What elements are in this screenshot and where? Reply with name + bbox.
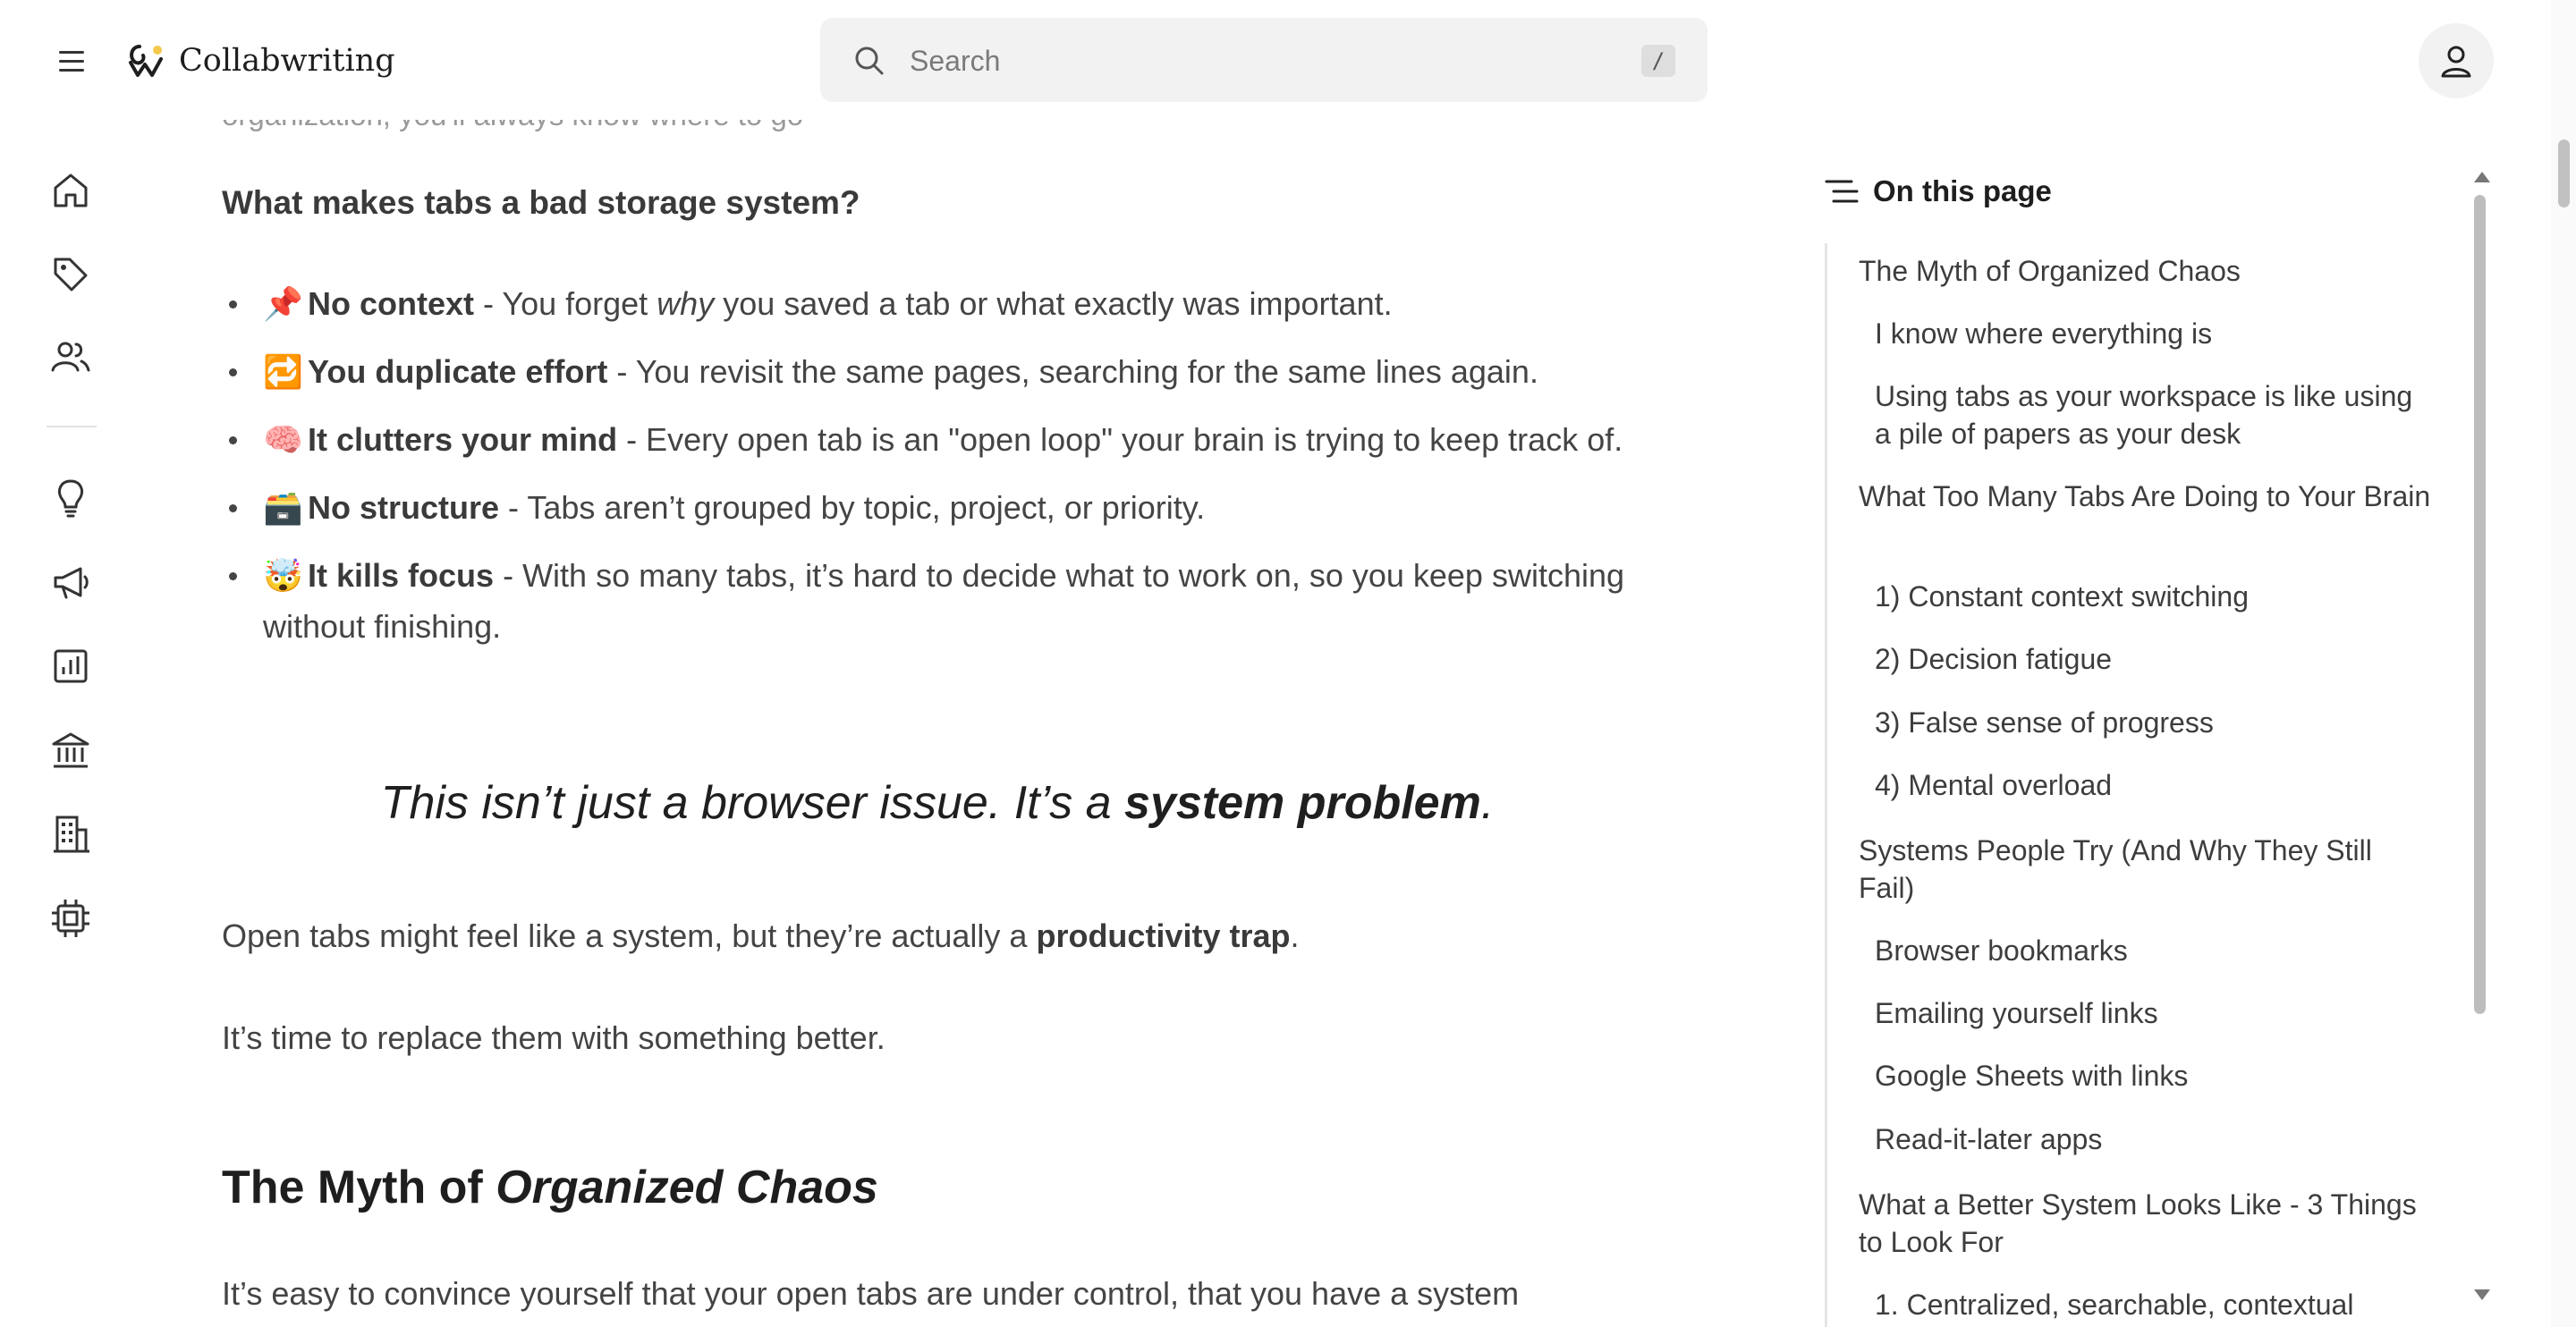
- toc-item[interactable]: I know where everything is: [1875, 317, 2213, 350]
- top-bar: [0, 0, 2549, 120]
- section-subheading: What makes tabs a bad storage system?: [222, 184, 860, 221]
- toc-item[interactable]: 2) Decision fatigue: [1875, 643, 2113, 675]
- toc-scroll-down-arrow-icon[interactable]: [2474, 1289, 2490, 1300]
- toc-item[interactable]: 4) Mental overload: [1875, 769, 2113, 801]
- heading-text: The Myth of: [222, 1162, 496, 1213]
- toc-scrollbar-thumb[interactable]: [2474, 195, 2486, 1014]
- search-shortcut-badge: /: [1641, 45, 1675, 77]
- search-icon: [852, 44, 886, 78]
- bullet-title: It kills focus: [308, 557, 495, 594]
- list-item: [222, 551, 1689, 652]
- paragraph-emphasis: productivity trap: [1036, 917, 1291, 954]
- rail-divider: [47, 426, 97, 427]
- toc-item[interactable]: 1. Centralized, searchable, contextual: [1875, 1289, 2354, 1321]
- bullet-title: You duplicate effort: [308, 353, 608, 390]
- search-bar[interactable]: [820, 18, 1707, 102]
- bullet-title: No context: [308, 285, 475, 322]
- paragraph: It’s time to replace them with something better.: [222, 1019, 886, 1056]
- users-icon[interactable]: [50, 336, 91, 377]
- bullet-title: It clutters your mind: [308, 421, 618, 458]
- bullet-text: - With so many tabs, it’s hard to decide what to work on, so you keep switching without finishing.: [263, 557, 1625, 645]
- home-icon[interactable]: [50, 170, 91, 211]
- bullet-list: [222, 279, 1689, 669]
- bullet-text: - Tabs aren’t grouped by topic, project, or priority.: [499, 489, 1206, 526]
- card-box-icon: 🗃️: [263, 490, 303, 527]
- paragraph-end: .: [1290, 917, 1300, 954]
- left-rail: [0, 120, 143, 1327]
- toc-item[interactable]: Using tabs as your workspace is like using a pile of papers as your desk: [1875, 380, 2413, 450]
- heading-emphasis: Organized Chaos: [496, 1162, 878, 1213]
- logo[interactable]: [125, 39, 395, 82]
- collabwriting-logo-icon: [125, 39, 168, 82]
- toc-item[interactable]: 1) Constant context switching: [1875, 580, 2249, 613]
- megaphone-icon[interactable]: [50, 562, 91, 603]
- paragraph: It’s easy to convince yourself that your open tabs are under control, that you have a system: [222, 1275, 1520, 1312]
- tag-icon[interactable]: [50, 254, 91, 295]
- bullet-text: - Every open tab is an "open loop" your brain is trying to keep track of.: [617, 421, 1623, 458]
- paragraph: [222, 917, 1300, 955]
- brain-icon: 🧠: [263, 422, 303, 459]
- list-icon: [1825, 177, 1859, 206]
- app-name: Collabwriting: [179, 43, 395, 79]
- bullet-text: - You forget: [474, 285, 657, 322]
- list-item: [222, 483, 1689, 534]
- list-item: [222, 279, 1689, 330]
- toc-rail: [1825, 243, 1827, 1327]
- page-scrollbar-thumb[interactable]: [2558, 139, 2570, 207]
- pushpin-icon: 📌: [263, 286, 303, 323]
- toc-item[interactable]: 3) False sense of progress: [1875, 706, 2214, 739]
- list-item: [222, 347, 1689, 398]
- user-icon: [2437, 42, 2475, 80]
- pull-quote: [222, 776, 1653, 830]
- bullet-emphasis: why: [657, 285, 715, 322]
- bank-icon[interactable]: [50, 730, 91, 771]
- bullet-text: - You revisit the same pages, searching for the same lines again.: [607, 353, 1538, 390]
- toc-title: On this page: [1873, 174, 2052, 207]
- quote-text: This isn’t just a browser issue. It’s a: [380, 777, 1125, 829]
- bullet-title: No structure: [308, 489, 500, 526]
- bar-chart-icon[interactable]: [50, 646, 91, 687]
- exploding-head-icon: 🤯: [263, 558, 303, 595]
- table-of-contents: [1825, 161, 2451, 1327]
- building-icon[interactable]: [50, 814, 91, 855]
- lightbulb-icon[interactable]: [50, 478, 91, 519]
- toc-scroll-up-arrow-icon[interactable]: [2474, 172, 2490, 182]
- list-item: [222, 415, 1689, 466]
- section-heading: [222, 1161, 878, 1214]
- toc-header: [1825, 172, 2052, 211]
- toc-item[interactable]: The Myth of Organized Chaos: [1859, 255, 2241, 287]
- user-avatar-button[interactable]: [2419, 23, 2494, 98]
- toc-item[interactable]: Read-it-later apps: [1875, 1123, 2103, 1155]
- toc-item[interactable]: Systems People Try (And Why They Still Fail): [1859, 834, 2372, 904]
- search-input[interactable]: [908, 18, 1591, 104]
- repeat-icon: 🔁: [263, 354, 303, 391]
- toc-item[interactable]: What a Better System Looks Like - 3 Things to Look For: [1859, 1188, 2417, 1258]
- toc-item[interactable]: What Too Many Tabs Are Doing to Your Brain: [1859, 480, 2431, 512]
- toc-item[interactable]: Browser bookmarks: [1875, 934, 2128, 967]
- bullet-text: you saved a tab or what exactly was important.: [714, 285, 1393, 322]
- quote-end: .: [1480, 777, 1495, 829]
- toc-item[interactable]: Emailing yourself links: [1875, 997, 2158, 1029]
- article-content: [222, 0, 1760, 1327]
- paragraph-text: Open tabs might feel like a system, but they’re actually a: [222, 917, 1037, 954]
- chip-icon[interactable]: [50, 898, 91, 939]
- quote-emphasis: system problem: [1124, 777, 1481, 829]
- menu-icon[interactable]: [54, 43, 89, 79]
- toc-item[interactable]: Google Sheets with links: [1875, 1060, 2189, 1092]
